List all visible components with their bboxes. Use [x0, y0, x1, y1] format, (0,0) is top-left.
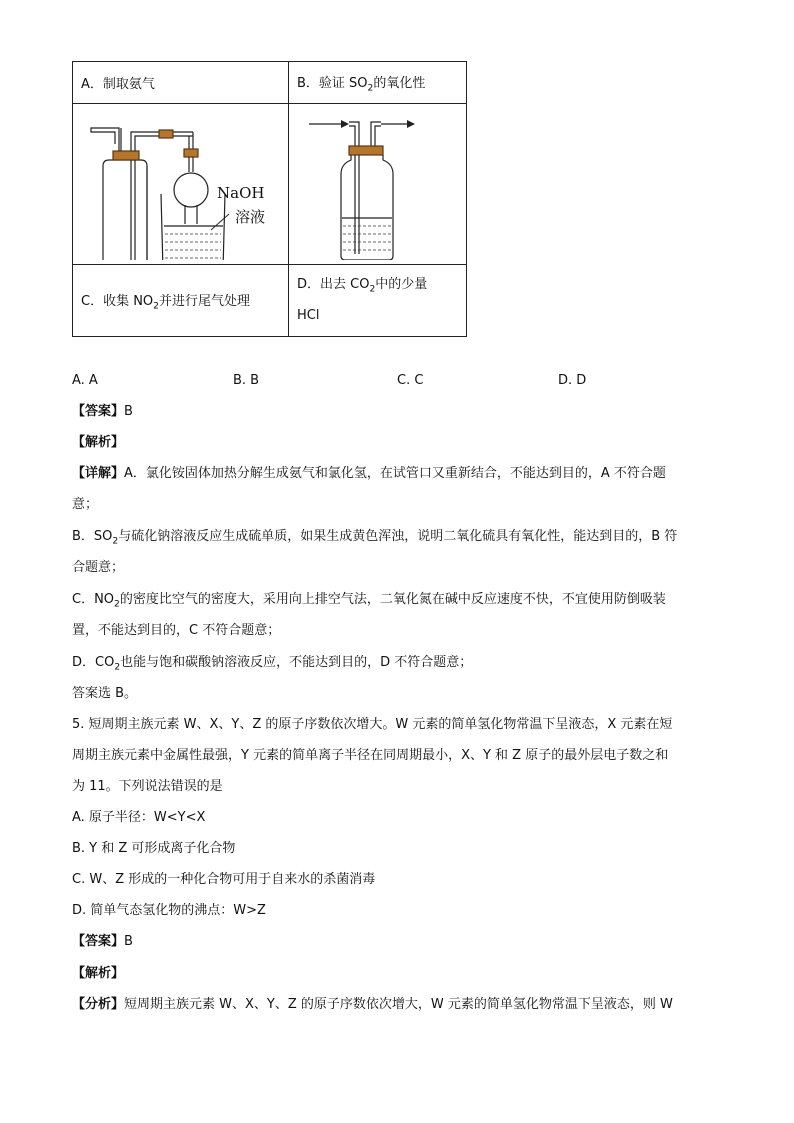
q5-stem-line2: 周期主族元素中金属性最强，Y 元素的简单离子半径在同周期最小，X、Y 和 Z 原子的最外层电子数之和: [72, 748, 669, 763]
detail-b-line1: B．$SO_2$与硫化钠溶液反应生成硫单质，如果生成黄色浑浊，说明二氧化硫具有氧化性，能达到目的，B 符: [72, 529, 678, 547]
detail-c-line2: 置，不能达到目的，C 不符合题意；: [72, 623, 281, 638]
option-d: D. D: [558, 373, 587, 388]
detail-c-line1: C．$NO_2$的密度比空气的密度大，采用向上排空气法，二氧化氮在碱中反应速度不快，不宜使用防倒吸装: [72, 592, 666, 610]
q5-option-c: C. W、Z 形成的一种化合物可用于自来水的杀菌消毒: [72, 872, 376, 887]
q5-stem-line1: 5. 短周期主族元素 W、X、Y、Z 的原子序数依次增大。W 元素的简单氢化物常温下呈液态，X 元素在短: [72, 717, 673, 732]
cell-a-label: A．制取氨气: [73, 62, 289, 104]
q5-stem-line3: 为 11。下列说法错误的是: [72, 779, 223, 794]
gas-collection-apparatus-figure: [81, 104, 280, 260]
experiment-table: [72, 61, 467, 337]
q5-option-d: D. 简单气态氢化物的沸点：W>Z: [72, 903, 266, 918]
detail-end: 答案选 B。: [72, 686, 138, 701]
solution-label: 溶液: [235, 208, 266, 226]
q5-option-b: B. Y 和 Z 可形成离子化合物: [72, 841, 236, 856]
option-b: B. B: [233, 373, 260, 388]
answer4: 【答案】B: [72, 404, 133, 419]
cell-c-figure: [73, 104, 289, 265]
detail-a-line1: 【详解】A．氯化铵固体加热分解生成氨气和氯化氢，在试管口又重新结合，不能达到目的，A 不符合题: [72, 466, 666, 481]
cell-d-label: D．出去 $CO_2$中的少量 HCl: [289, 265, 467, 337]
fenxi-line: 【分析】短周期主族元素 W、X、Y、Z 的原子序数依次增大，W 元素的简单氢化物常温下呈液态，则 W: [72, 997, 673, 1012]
analysis4-heading: 【解析】: [72, 435, 125, 450]
q5-option-a: A. 原子半径：W<Y<X: [72, 810, 206, 825]
detail-d-line: D．$CO_2$也能与饱和碳酸钠溶液反应，不能达到目的，D 不符合题意；: [72, 655, 473, 673]
analysis5-heading: 【解析】: [72, 966, 125, 981]
cell-d-figure: [289, 104, 467, 265]
cell-c-label: C．收集 $NO_2$并进行尾气处理: [73, 265, 289, 337]
cell-b-label: B．验证 $SO_2$的氧化性: [289, 62, 467, 104]
answer5: 【答案】B: [72, 934, 133, 949]
detail-a-line2: 意；: [72, 497, 99, 512]
detail-b-line2: 合题意；: [72, 560, 125, 575]
question4-options: [72, 373, 732, 391]
option-c: C. C: [397, 373, 424, 388]
washing-bottle-figure: [297, 104, 458, 260]
option-a: A. A: [72, 373, 98, 388]
naoh-label: NaOH: [217, 184, 265, 202]
